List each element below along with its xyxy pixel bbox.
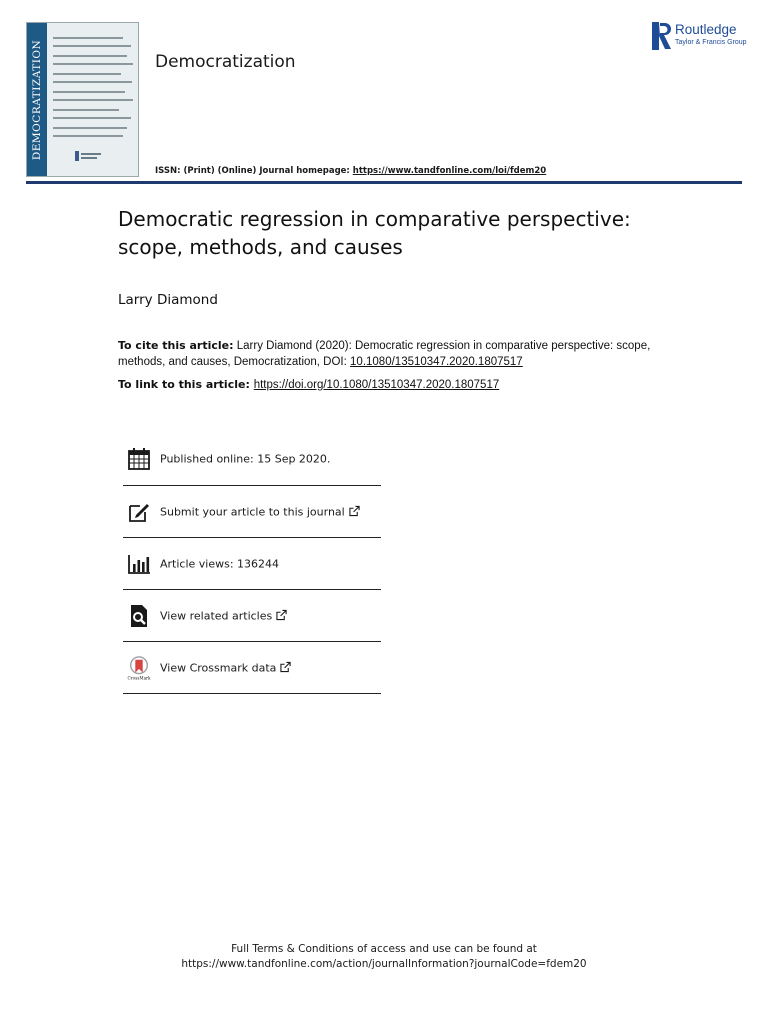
bar-chart-icon bbox=[127, 552, 151, 576]
cover-text-line bbox=[53, 109, 119, 111]
cover-text-line bbox=[53, 99, 133, 101]
article-doi-link[interactable]: https://doi.org/10.1080/13510347.2020.1807517 bbox=[253, 379, 500, 391]
published-online-item bbox=[123, 432, 381, 486]
link-label: To link to this article: bbox=[118, 378, 254, 391]
cite-label: To cite this article: bbox=[118, 339, 234, 352]
crossmark-icon bbox=[127, 656, 151, 680]
cover-text-line bbox=[53, 73, 121, 75]
crossmark-icon-label: CrossMark bbox=[127, 675, 151, 680]
related-articles-item[interactable] bbox=[123, 590, 381, 642]
article-title bbox=[118, 205, 698, 261]
related-articles-link[interactable]: View related articles bbox=[160, 609, 287, 622]
cover-text-line bbox=[53, 45, 131, 47]
publisher-subtitle: Taylor & Francis Group bbox=[675, 39, 747, 46]
cover-text-line bbox=[53, 91, 125, 93]
cover-spine bbox=[27, 23, 47, 176]
footer-terms bbox=[0, 942, 768, 972]
article-title-line-1: Democratic regression in comparative perspective: bbox=[118, 207, 631, 231]
article-info-list bbox=[123, 432, 381, 694]
cite-doi-link[interactable]: 10.1080/13510347.2020.1807517 bbox=[350, 355, 523, 368]
journal-cover-thumbnail bbox=[26, 22, 139, 177]
crossmark-item[interactable] bbox=[123, 642, 381, 694]
published-online-text: Published online: 15 Sep 2020. bbox=[160, 452, 331, 465]
cover-text-line bbox=[53, 81, 132, 83]
crossmark-link[interactable]: View Crossmark data bbox=[160, 661, 291, 674]
cover-publisher-logo bbox=[75, 151, 103, 161]
issn-label: ISSN: (Print) (Online) Journal homepage: bbox=[155, 166, 353, 176]
article-views-text: Article views: 136244 bbox=[160, 557, 280, 570]
issn-line bbox=[155, 166, 546, 176]
cover-text-line bbox=[53, 63, 133, 65]
external-link-icon bbox=[280, 661, 291, 672]
journal-title: Democratization bbox=[155, 52, 296, 72]
footer-line-1: Full Terms & Conditions of access and use can be found at bbox=[231, 943, 537, 955]
link-block bbox=[118, 378, 678, 391]
publisher-logo bbox=[652, 22, 752, 50]
submit-article-link[interactable]: Submit your article to this journal bbox=[160, 505, 360, 518]
journal-homepage-link[interactable]: https://www.tandfonline.com/loi/fdem20 bbox=[352, 166, 547, 176]
cover-text-line bbox=[53, 127, 127, 129]
cover-text-line bbox=[53, 37, 123, 39]
cover-text-line bbox=[53, 55, 127, 57]
article-title-line-2: scope, methods, and causes bbox=[118, 235, 403, 259]
edit-icon bbox=[127, 500, 151, 524]
publisher-name: Routledge bbox=[675, 22, 737, 37]
cover-text-line bbox=[53, 135, 123, 137]
cover-text-line bbox=[53, 117, 131, 119]
article-author: Larry Diamond bbox=[118, 292, 218, 308]
calendar-icon bbox=[127, 447, 151, 471]
external-link-icon bbox=[276, 609, 287, 620]
routledge-r-icon bbox=[652, 22, 672, 50]
cover-spine-text: DEMOCRATIZATION bbox=[31, 39, 43, 160]
article-views-item bbox=[123, 538, 381, 590]
footer-terms-link[interactable]: https://www.tandfonline.com/action/journalInformation?journalCode=fdem20 bbox=[181, 958, 587, 970]
citation-block bbox=[118, 338, 658, 370]
header-divider bbox=[26, 181, 742, 184]
cite-text: Larry Diamond (2020): Democratic regression in comparative perspective: scope, methods, and causes, Democratization, DOI: bbox=[118, 340, 651, 368]
submit-article-item[interactable] bbox=[123, 486, 381, 538]
external-link-icon bbox=[349, 505, 360, 516]
document-search-icon bbox=[127, 604, 151, 628]
